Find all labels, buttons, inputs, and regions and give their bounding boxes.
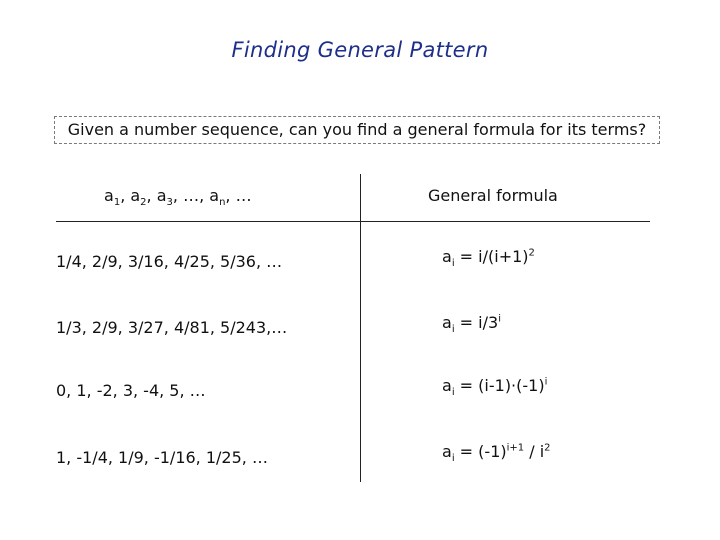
formula-row-1 xyxy=(442,247,535,270)
formula-a: a xyxy=(442,313,452,332)
formula-subscript: i xyxy=(451,258,455,270)
sequence-row-4: 1, -1/4, 1/9, -1/16, 1/25, … xyxy=(56,448,268,467)
question-box: Given a number sequence, can you find a general formula for its terms? xyxy=(54,116,660,144)
formula-a: a xyxy=(442,442,452,461)
separator: , xyxy=(146,186,157,205)
sequence-column-header xyxy=(104,186,252,209)
formula-body: = i/3 xyxy=(454,313,499,332)
ellipsis-separator: , …, xyxy=(172,186,210,205)
formula-row-3 xyxy=(442,376,548,399)
term-an: a xyxy=(209,186,220,205)
formula-body: = i/(i+1) xyxy=(454,247,529,266)
formula-superscript: i xyxy=(498,313,501,325)
formula-a: a xyxy=(442,376,452,395)
sequence-row-2: 1/3, 2/9, 3/27, 4/81, 5/243,… xyxy=(56,318,288,337)
formula-superscript-2: 2 xyxy=(544,442,551,454)
term-a1: a xyxy=(104,186,114,205)
term-a3-subscript: 3 xyxy=(166,197,173,209)
formula-subscript: i xyxy=(451,453,455,465)
formula-row-4 xyxy=(442,442,551,465)
formula-tail: / i xyxy=(524,442,545,461)
formula-superscript: i xyxy=(544,376,548,388)
formula-body: = (i-1)·(-1) xyxy=(454,376,545,395)
formula-subscript: i xyxy=(451,387,455,399)
formula-column-header: General formula xyxy=(428,186,558,205)
trailing-ellipsis: , … xyxy=(225,186,252,205)
formula-row-2 xyxy=(442,313,501,336)
term-a2: a xyxy=(130,186,141,205)
formula-a: a xyxy=(442,247,452,266)
formula-superscript: i+1 xyxy=(506,442,525,454)
formula-subscript: i xyxy=(451,324,455,336)
slide-title: Finding General Pattern xyxy=(231,38,489,62)
sequence-row-3: 0, 1, -2, 3, -4, 5, … xyxy=(56,381,206,400)
term-a1-subscript: 1 xyxy=(113,197,121,209)
formula-superscript: 2 xyxy=(528,247,535,259)
header-underline xyxy=(56,221,650,222)
term-a2-subscript: 2 xyxy=(140,197,147,209)
formula-body: = (-1) xyxy=(454,442,507,461)
term-a3: a xyxy=(156,186,167,205)
separator: , xyxy=(120,186,131,205)
sequence-row-1: 1/4, 2/9, 3/16, 4/25, 5/36, … xyxy=(56,252,283,271)
term-an-subscript: n xyxy=(219,197,226,209)
